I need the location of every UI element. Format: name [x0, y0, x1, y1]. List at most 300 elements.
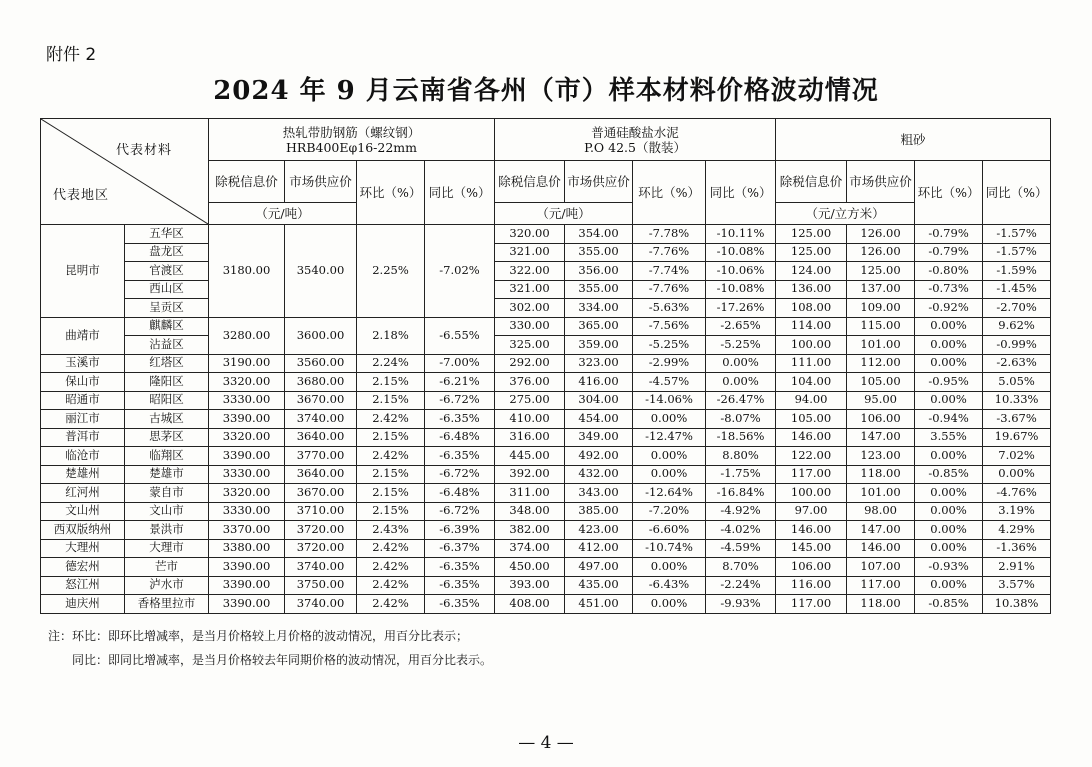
city-cell: 楚雄州 — [41, 465, 125, 484]
diagonal-line — [41, 119, 208, 224]
steel-market-cell: 3710.00 — [285, 502, 357, 521]
table-body — [41, 225, 1051, 614]
sand-mom-cell: 0.00% — [915, 354, 983, 373]
steel-yoy-cell: -6.72% — [425, 465, 495, 484]
steel-market-cell: 3740.00 — [285, 410, 357, 429]
table-row — [41, 465, 1051, 484]
steel-pretax-header: 除税信息价 — [209, 161, 285, 203]
cement-mom-cell: -5.63% — [633, 299, 706, 318]
sand-pretax-cell: 106.00 — [776, 558, 847, 577]
steel-market-cell: 3770.00 — [285, 447, 357, 466]
cement-yoy-cell: -8.07% — [706, 410, 776, 429]
steel-header — [209, 119, 495, 161]
cement-pretax-cell: 325.00 — [495, 336, 565, 355]
sand-yoy-cell: -1.36% — [983, 539, 1051, 558]
sand-pretax-cell: 136.00 — [776, 280, 847, 299]
sand-pretax-cell: 105.00 — [776, 410, 847, 429]
steel-mom-cell: 2.42% — [357, 558, 425, 577]
steel-mom-cell: 2.24% — [357, 354, 425, 373]
sand-yoy-cell: -2.70% — [983, 299, 1051, 318]
steel-market-cell: 3680.00 — [285, 373, 357, 392]
steel-spec: HRB400Eφ16-22mm — [286, 139, 417, 155]
cement-mom-cell: 0.00% — [633, 465, 706, 484]
cement-market-cell: 354.00 — [565, 225, 633, 244]
district-cell: 景洪市 — [125, 521, 209, 540]
cement-yoy-cell: -2.24% — [706, 576, 776, 595]
district-cell: 麒麟区 — [125, 317, 209, 336]
cement-mom-cell: -7.56% — [633, 317, 706, 336]
cement-yoy-cell: 0.00% — [706, 373, 776, 392]
steel-pretax-cell: 3330.00 — [209, 502, 285, 521]
cement-mom-cell: -5.25% — [633, 336, 706, 355]
sand-pretax-cell: 104.00 — [776, 373, 847, 392]
steel-pretax-cell: 3390.00 — [209, 576, 285, 595]
cement-pretax-cell: 374.00 — [495, 539, 565, 558]
steel-yoy-header: 同比（%） — [425, 161, 495, 225]
sand-yoy-header: 同比（%） — [983, 161, 1051, 225]
sand-pretax-cell: 122.00 — [776, 447, 847, 466]
cement-pretax-cell: 408.00 — [495, 595, 565, 614]
steel-mom-cell: 2.42% — [357, 539, 425, 558]
cement-pretax-cell: 450.00 — [495, 558, 565, 577]
sand-pretax-cell: 125.00 — [776, 243, 847, 262]
cement-pretax-header: 除税信息价 — [495, 161, 565, 203]
cement-market-cell: 497.00 — [565, 558, 633, 577]
table-row — [41, 280, 1051, 299]
cement-pretax-cell: 410.00 — [495, 410, 565, 429]
district-cell: 红塔区 — [125, 354, 209, 373]
sand-yoy-cell: -1.59% — [983, 262, 1051, 281]
steel-yoy-cell: -6.48% — [425, 484, 495, 503]
steel-mom-cell: 2.15% — [357, 428, 425, 447]
cement-yoy-cell: -5.25% — [706, 336, 776, 355]
steel-pretax-cell: 3320.00 — [209, 428, 285, 447]
sand-mom-cell: -0.73% — [915, 280, 983, 299]
cement-yoy-cell: -26.47% — [706, 391, 776, 410]
sand-name: 粗砂 — [900, 132, 926, 147]
sand-pretax-cell: 108.00 — [776, 299, 847, 318]
table-row — [41, 317, 1051, 336]
cement-pretax-cell: 445.00 — [495, 447, 565, 466]
steel-mom-cell: 2.42% — [357, 410, 425, 429]
steel-market-cell: 3720.00 — [285, 539, 357, 558]
table-row — [41, 391, 1051, 410]
sand-mom-cell: 0.00% — [915, 484, 983, 503]
city-cell: 昆明市 — [41, 225, 125, 318]
steel-mom-cell: 2.42% — [357, 595, 425, 614]
city-cell: 大理州 — [41, 539, 125, 558]
cement-mom-cell: -12.47% — [633, 428, 706, 447]
cement-market-cell: 343.00 — [565, 484, 633, 503]
cement-yoy-cell: -4.59% — [706, 539, 776, 558]
note-mom: 注：环比：即环比增减率，是当月价格较上月价格的波动情况，用百分比表示； — [48, 629, 469, 643]
table-row — [41, 410, 1051, 429]
steel-mom-cell: 2.42% — [357, 447, 425, 466]
cement-market-cell: 385.00 — [565, 502, 633, 521]
sand-yoy-cell: -0.99% — [983, 336, 1051, 355]
cement-mom-cell: 0.00% — [633, 447, 706, 466]
steel-pretax-cell: 3390.00 — [209, 447, 285, 466]
steel-pretax-cell: 3330.00 — [209, 391, 285, 410]
steel-pretax-cell: 3370.00 — [209, 521, 285, 540]
table-row — [41, 373, 1051, 392]
district-cell: 盘龙区 — [125, 243, 209, 262]
steel-pretax-cell: 3380.00 — [209, 539, 285, 558]
cement-name: 普通硅酸盐水泥 — [591, 124, 679, 140]
steel-mom-cell: 2.15% — [357, 465, 425, 484]
cement-mom-cell: -6.43% — [633, 576, 706, 595]
cement-mom-cell: -7.20% — [633, 502, 706, 521]
sand-market-cell: 118.00 — [847, 465, 915, 484]
cement-mom-cell: -7.76% — [633, 280, 706, 299]
district-cell: 芒市 — [125, 558, 209, 577]
district-cell: 昭阳区 — [125, 391, 209, 410]
steel-mom-cell: 2.15% — [357, 391, 425, 410]
cement-header — [495, 119, 776, 161]
sand-yoy-cell: -1.45% — [983, 280, 1051, 299]
city-cell: 临沧市 — [41, 447, 125, 466]
cement-mom-cell: -4.57% — [633, 373, 706, 392]
city-cell: 保山市 — [41, 373, 125, 392]
steel-name: 热轧带肋钢筋（螺纹钢） — [282, 124, 421, 140]
sand-yoy-cell: 4.29% — [983, 521, 1051, 540]
steel-mom-cell: 2.18% — [357, 317, 425, 354]
steel-mom-cell: 2.15% — [357, 373, 425, 392]
district-cell: 官渡区 — [125, 262, 209, 281]
steel-market-cell: 3640.00 — [285, 428, 357, 447]
cement-pretax-cell: 275.00 — [495, 391, 565, 410]
sand-yoy-cell: -1.57% — [983, 243, 1051, 262]
table-row — [41, 484, 1051, 503]
sand-pretax-cell: 100.00 — [776, 336, 847, 355]
sand-mom-cell: -0.79% — [915, 225, 983, 244]
sand-pretax-cell: 146.00 — [776, 428, 847, 447]
district-cell: 呈贡区 — [125, 299, 209, 318]
cement-yoy-cell: -4.92% — [706, 502, 776, 521]
district-cell: 蒙自市 — [125, 484, 209, 503]
sand-market-cell: 107.00 — [847, 558, 915, 577]
cement-market-cell: 334.00 — [565, 299, 633, 318]
steel-pretax-cell: 3390.00 — [209, 595, 285, 614]
cement-market-cell: 349.00 — [565, 428, 633, 447]
sand-market-cell: 95.00 — [847, 391, 915, 410]
cement-market-cell: 356.00 — [565, 262, 633, 281]
cement-yoy-cell: -17.26% — [706, 299, 776, 318]
city-cell: 红河州 — [41, 484, 125, 503]
sand-yoy-cell: 10.38% — [983, 595, 1051, 614]
city-cell: 曲靖市 — [41, 317, 125, 354]
page-number: — 4 — — [518, 733, 574, 753]
sand-mom-cell: -0.80% — [915, 262, 983, 281]
sand-mom-cell: 0.00% — [915, 521, 983, 540]
steel-mom-header: 环比（%） — [357, 161, 425, 225]
steel-yoy-cell: -6.35% — [425, 595, 495, 614]
sand-market-cell: 146.00 — [847, 539, 915, 558]
cement-mom-cell: -10.74% — [633, 539, 706, 558]
steel-pretax-cell: 3280.00 — [209, 317, 285, 354]
cement-mom-cell: 0.00% — [633, 595, 706, 614]
steel-market-cell: 3560.00 — [285, 354, 357, 373]
cement-pretax-cell: 321.00 — [495, 243, 565, 262]
steel-pretax-cell: 3320.00 — [209, 373, 285, 392]
cement-market-cell: 454.00 — [565, 410, 633, 429]
steel-mom-cell: 2.43% — [357, 521, 425, 540]
sand-yoy-cell: 3.19% — [983, 502, 1051, 521]
note-yoy: 同比：即同比增减率，是当月价格较去年同期价格的波动情况，用百分比表示。 — [72, 653, 493, 667]
cement-mom-cell: 0.00% — [633, 558, 706, 577]
sand-mom-cell: -0.85% — [915, 595, 983, 614]
cement-yoy-cell: -1.75% — [706, 465, 776, 484]
table-row — [41, 354, 1051, 373]
sand-pretax-cell: 117.00 — [776, 465, 847, 484]
cement-mom-cell: -2.99% — [633, 354, 706, 373]
steel-market-cell: 3670.00 — [285, 391, 357, 410]
district-cell: 临翔区 — [125, 447, 209, 466]
steel-mom-cell: 2.25% — [357, 225, 425, 318]
steel-pretax-cell: 3190.00 — [209, 354, 285, 373]
sand-market-cell: 126.00 — [847, 243, 915, 262]
sand-mom-header: 环比（%） — [915, 161, 983, 225]
steel-unit: （元/吨） — [209, 203, 357, 225]
cement-pretax-cell: 320.00 — [495, 225, 565, 244]
sand-mom-cell: 3.55% — [915, 428, 983, 447]
district-cell: 文山市 — [125, 502, 209, 521]
cement-yoy-cell: -10.06% — [706, 262, 776, 281]
cement-unit: （元/吨） — [495, 203, 633, 225]
district-cell: 泸水市 — [125, 576, 209, 595]
table-row — [41, 243, 1051, 262]
cement-market-cell: 355.00 — [565, 243, 633, 262]
price-table — [40, 118, 1051, 614]
sand-yoy-cell: 2.91% — [983, 558, 1051, 577]
steel-yoy-cell: -6.21% — [425, 373, 495, 392]
steel-yoy-cell: -7.02% — [425, 225, 495, 318]
cement-mom-cell: 0.00% — [633, 410, 706, 429]
cement-yoy-header: 同比（%） — [706, 161, 776, 225]
cement-market-cell: 323.00 — [565, 354, 633, 373]
table-row — [41, 576, 1051, 595]
cement-market-cell: 355.00 — [565, 280, 633, 299]
cement-market-cell: 432.00 — [565, 465, 633, 484]
sand-market-cell: 126.00 — [847, 225, 915, 244]
sand-market-cell: 112.00 — [847, 354, 915, 373]
sand-mom-cell: 0.00% — [915, 391, 983, 410]
cement-mom-cell: -6.60% — [633, 521, 706, 540]
steel-market-cell: 3640.00 — [285, 465, 357, 484]
cement-pretax-cell: 321.00 — [495, 280, 565, 299]
district-cell: 隆阳区 — [125, 373, 209, 392]
sand-market-cell: 101.00 — [847, 484, 915, 503]
sand-yoy-cell: -3.67% — [983, 410, 1051, 429]
sand-pretax-cell: 100.00 — [776, 484, 847, 503]
sand-market-cell: 109.00 — [847, 299, 915, 318]
sand-mom-cell: -0.94% — [915, 410, 983, 429]
steel-yoy-cell: -7.00% — [425, 354, 495, 373]
cement-yoy-cell: -10.11% — [706, 225, 776, 244]
sand-market-cell: 147.00 — [847, 521, 915, 540]
table-row — [41, 558, 1051, 577]
sand-pretax-header: 除税信息价 — [776, 161, 847, 203]
attachment-label: 附件 2 — [46, 45, 97, 65]
sand-yoy-cell: 9.62% — [983, 317, 1051, 336]
steel-yoy-cell: -6.48% — [425, 428, 495, 447]
sand-yoy-cell: -2.63% — [983, 354, 1051, 373]
table-row — [41, 299, 1051, 318]
steel-market-cell: 3540.00 — [285, 225, 357, 318]
steel-pretax-cell: 3180.00 — [209, 225, 285, 318]
sand-market-cell: 105.00 — [847, 373, 915, 392]
sand-mom-cell: 0.00% — [915, 502, 983, 521]
steel-market-header: 市场供应价 — [285, 161, 357, 203]
cement-yoy-cell: -4.02% — [706, 521, 776, 540]
cement-spec: P.O 42.5（散装） — [584, 139, 686, 155]
steel-yoy-cell: -6.72% — [425, 502, 495, 521]
sand-mom-cell: 0.00% — [915, 539, 983, 558]
sand-yoy-cell: 10.33% — [983, 391, 1051, 410]
cement-market-cell: 423.00 — [565, 521, 633, 540]
city-cell: 文山州 — [41, 502, 125, 521]
sand-market-cell: 137.00 — [847, 280, 915, 299]
district-cell: 思茅区 — [125, 428, 209, 447]
sand-mom-cell: -0.92% — [915, 299, 983, 318]
cement-pretax-cell: 302.00 — [495, 299, 565, 318]
sand-mom-cell: -0.95% — [915, 373, 983, 392]
sand-mom-cell: 0.00% — [915, 336, 983, 355]
cement-pretax-cell: 311.00 — [495, 484, 565, 503]
steel-market-cell: 3720.00 — [285, 521, 357, 540]
steel-pretax-cell: 3320.00 — [209, 484, 285, 503]
district-cell: 沾益区 — [125, 336, 209, 355]
cement-yoy-cell: -18.56% — [706, 428, 776, 447]
sand-market-cell: 98.00 — [847, 502, 915, 521]
city-cell: 德宏州 — [41, 558, 125, 577]
sand-mom-cell: 0.00% — [915, 447, 983, 466]
sand-market-cell: 118.00 — [847, 595, 915, 614]
steel-pretax-cell: 3390.00 — [209, 558, 285, 577]
sand-yoy-cell: 19.67% — [983, 428, 1051, 447]
table-row — [41, 539, 1051, 558]
steel-yoy-cell: -6.37% — [425, 539, 495, 558]
sand-yoy-cell: 7.02% — [983, 447, 1051, 466]
sand-mom-cell: 0.00% — [915, 576, 983, 595]
steel-mom-cell: 2.42% — [357, 576, 425, 595]
steel-market-cell: 3750.00 — [285, 576, 357, 595]
cement-market-cell: 412.00 — [565, 539, 633, 558]
district-cell: 大理市 — [125, 539, 209, 558]
cement-mom-cell: -7.78% — [633, 225, 706, 244]
sand-market-cell: 101.00 — [847, 336, 915, 355]
table-row — [41, 262, 1051, 281]
city-cell: 玉溪市 — [41, 354, 125, 373]
cement-pretax-cell: 292.00 — [495, 354, 565, 373]
table-row — [41, 225, 1051, 244]
sand-yoy-cell: -4.76% — [983, 484, 1051, 503]
sand-pretax-cell: 114.00 — [776, 317, 847, 336]
cement-pretax-cell: 348.00 — [495, 502, 565, 521]
cement-market-cell: 492.00 — [565, 447, 633, 466]
sand-unit: （元/立方米） — [776, 203, 915, 225]
cement-mom-cell: -12.64% — [633, 484, 706, 503]
material-axis-label: 代表材料 — [115, 143, 172, 158]
cement-pretax-cell: 322.00 — [495, 262, 565, 281]
sand-pretax-cell: 97.00 — [776, 502, 847, 521]
district-cell: 西山区 — [125, 280, 209, 299]
region-axis-label: 代表地区 — [53, 188, 110, 204]
sand-pretax-cell: 124.00 — [776, 262, 847, 281]
sand-market-cell: 125.00 — [847, 262, 915, 281]
sand-yoy-cell: 3.57% — [983, 576, 1051, 595]
table-row — [41, 521, 1051, 540]
sand-pretax-cell: 94.00 — [776, 391, 847, 410]
steel-yoy-cell: -6.72% — [425, 391, 495, 410]
page-title: 2024 年 9 月云南省各州（市）样本材料价格波动情况 — [213, 76, 879, 106]
city-cell: 怒江州 — [41, 576, 125, 595]
cement-yoy-cell: -16.84% — [706, 484, 776, 503]
city-cell: 迪庆州 — [41, 595, 125, 614]
sand-market-cell: 123.00 — [847, 447, 915, 466]
table-row — [41, 428, 1051, 447]
steel-pretax-cell: 3390.00 — [209, 410, 285, 429]
steel-yoy-cell: -6.35% — [425, 558, 495, 577]
sand-market-cell: 115.00 — [847, 317, 915, 336]
steel-market-cell: 3740.00 — [285, 595, 357, 614]
sand-pretax-cell: 111.00 — [776, 354, 847, 373]
cement-market-cell: 416.00 — [565, 373, 633, 392]
city-cell: 普洱市 — [41, 428, 125, 447]
steel-market-cell: 3740.00 — [285, 558, 357, 577]
cement-mom-cell: -14.06% — [633, 391, 706, 410]
steel-yoy-cell: -6.35% — [425, 576, 495, 595]
steel-mom-cell: 2.15% — [357, 484, 425, 503]
district-cell: 五华区 — [125, 225, 209, 244]
cement-yoy-cell: 8.70% — [706, 558, 776, 577]
cement-market-cell: 359.00 — [565, 336, 633, 355]
sand-header — [776, 119, 1051, 161]
cement-mom-cell: -7.74% — [633, 262, 706, 281]
sand-yoy-cell: 5.05% — [983, 373, 1051, 392]
cement-pretax-cell: 382.00 — [495, 521, 565, 540]
steel-yoy-cell: -6.55% — [425, 317, 495, 354]
steel-yoy-cell: -6.35% — [425, 447, 495, 466]
steel-yoy-cell: -6.39% — [425, 521, 495, 540]
cement-yoy-cell: -2.65% — [706, 317, 776, 336]
cement-pretax-cell: 376.00 — [495, 373, 565, 392]
district-cell: 古城区 — [125, 410, 209, 429]
steel-market-cell: 3600.00 — [285, 317, 357, 354]
steel-yoy-cell: -6.35% — [425, 410, 495, 429]
cement-yoy-cell: -10.08% — [706, 243, 776, 262]
sand-yoy-cell: 0.00% — [983, 465, 1051, 484]
city-cell: 西双版纳州 — [41, 521, 125, 540]
sand-market-cell: 147.00 — [847, 428, 915, 447]
cement-pretax-cell: 330.00 — [495, 317, 565, 336]
sand-yoy-cell: -1.57% — [983, 225, 1051, 244]
sand-mom-cell: -0.93% — [915, 558, 983, 577]
sand-mom-cell: -0.79% — [915, 243, 983, 262]
cement-market-cell: 304.00 — [565, 391, 633, 410]
cement-market-header: 市场供应价 — [565, 161, 633, 203]
cement-pretax-cell: 392.00 — [495, 465, 565, 484]
cement-yoy-cell: 8.80% — [706, 447, 776, 466]
city-cell: 昭通市 — [41, 391, 125, 410]
table-row — [41, 502, 1051, 521]
sand-market-header: 市场供应价 — [847, 161, 915, 203]
district-cell: 香格里拉市 — [125, 595, 209, 614]
cement-mom-header: 环比（%） — [633, 161, 706, 225]
table-row — [41, 447, 1051, 466]
sand-pretax-cell: 145.00 — [776, 539, 847, 558]
cement-market-cell: 365.00 — [565, 317, 633, 336]
